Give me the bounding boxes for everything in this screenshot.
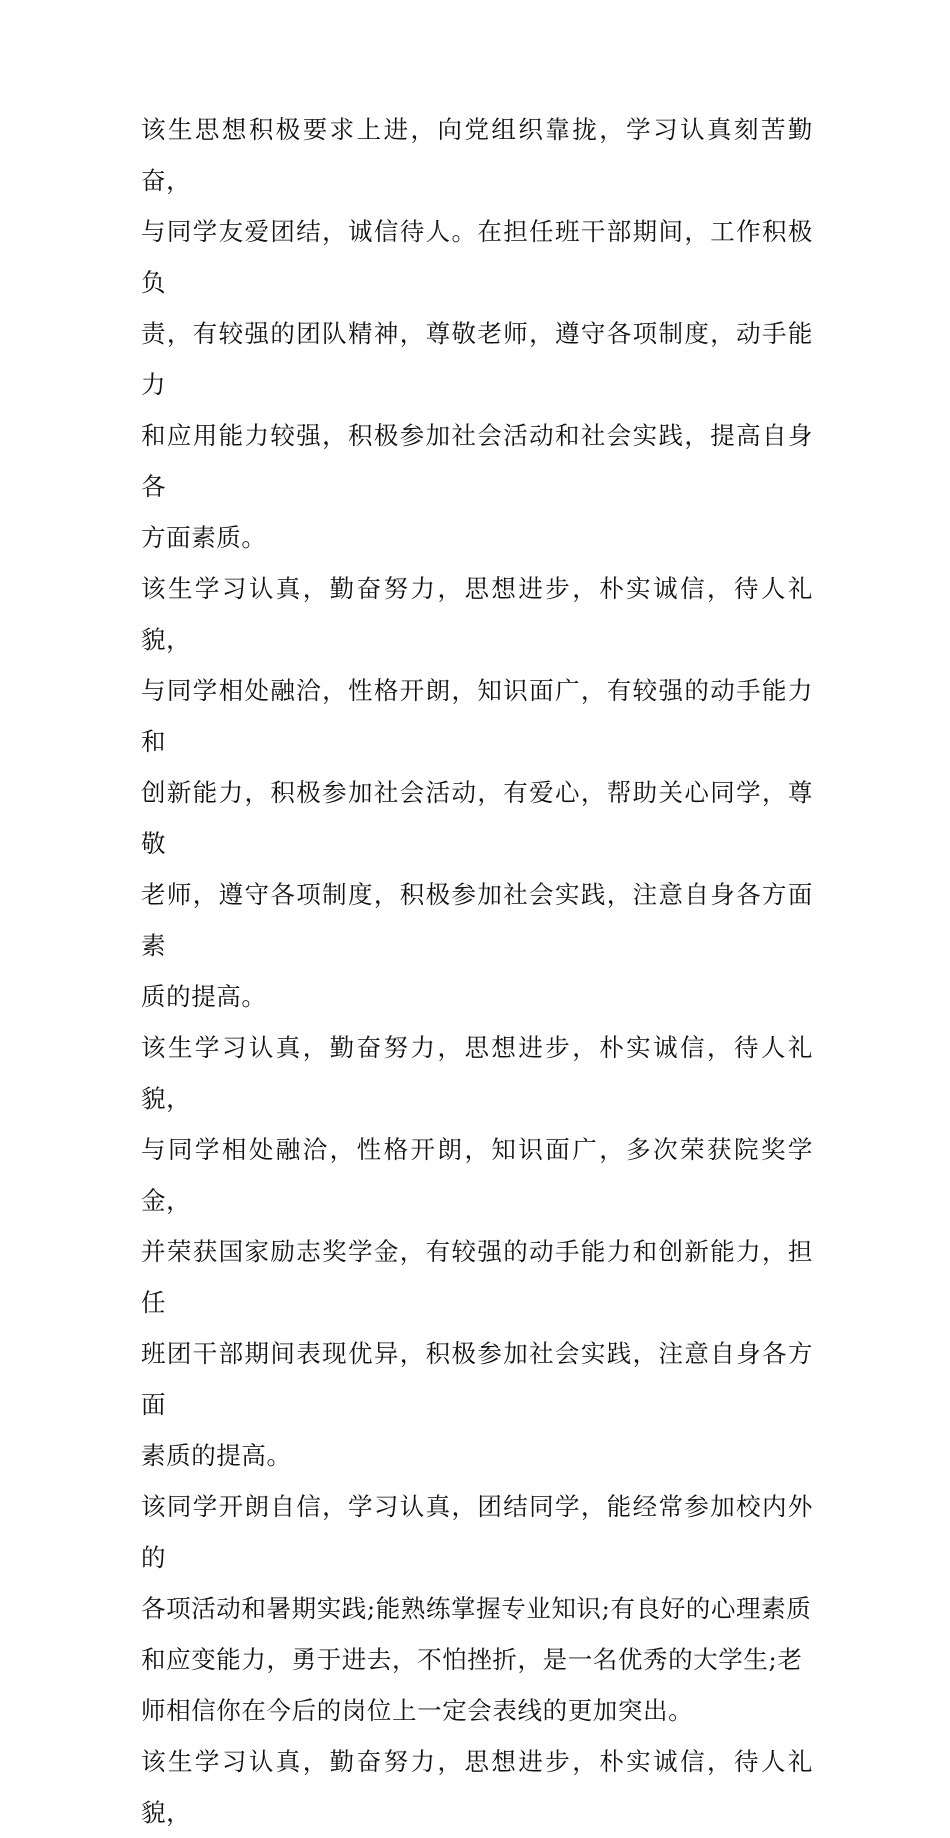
paragraph-1: 该生思想积极要求上进，向党组织靠拢，学习认真刻苦勤奋， 与同学友爱团结，诚信待人。在担任班干部期间，工作积极负 责，有较强的团队精神，尊敬老师，遵守各项制度，动手能力 和应用能力较强，积极参加社会活动和社会实践，提高自身各 方面素质。 [141,115,813,552]
paragraph-4: 该同学开朗自信，学习认真，团结同学，能经常参加校内外的 各项活动和暑期实践;能熟练掌握专业知识;有良好的心理素质 和应变能力，勇于进去，不怕挫折，是一名优秀的大学生;老 师相信你在今后的岗位上一定会表线的更加突出。 [141,1492,813,1725]
paragraph-5: 该生学习认真，勤奋努力，思想进步，朴实诚信，待人礼貌， [141,1747,813,1827]
document-body [141,104,813,1838]
paragraph-2: 该生学习认真，勤奋努力，思想进步，朴实诚信，待人礼貌， 与同学相处融洽，性格开朗，知识面广，有较强的动手能力和 创新能力，积极参加社会活动，有爱心，帮助关心同学，尊敬 老师，遵守各项制度，积极参加社会实践，注意自身各方面素 质的提高。 [141,574,813,1011]
paragraph-3: 该生学习认真，勤奋努力，思想进步，朴实诚信，待人礼貌， 与同学相处融洽，性格开朗，知识面广，多次荣获院奖学金， 并荣获国家励志奖学金，有较强的动手能力和创新能力，担任 班团干部期间表现优异，积极参加社会实践，注意自身各方面 素质的提高。 [141,1033,813,1470]
